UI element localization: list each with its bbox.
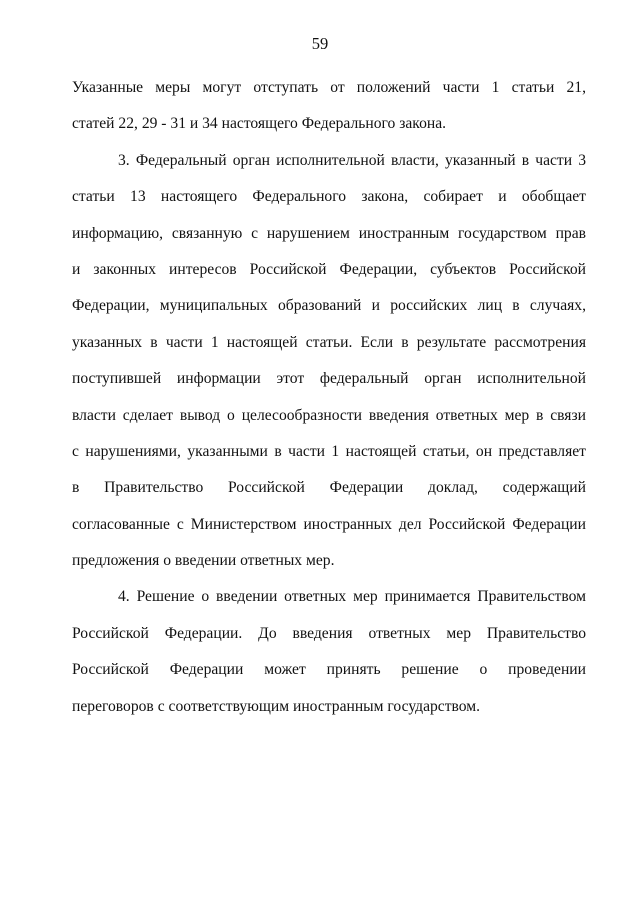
text-line: согласованные с Министерством иностранных дел Российской Федерации	[72, 515, 586, 533]
text-line: указанных в части 1 настоящей статьи. Если в результате рассмотрения	[72, 333, 586, 351]
text-line: с нарушениями, указанными в части 1 настоящей статьи, он представляет	[72, 442, 586, 460]
text-line: Федерации, муниципальных образований и российских лиц в случаях,	[72, 297, 586, 315]
text-line: в Правительство Российской Федерации доклад, содержащий	[72, 479, 586, 497]
text-line: Российской Федерации может принять решение о проведении	[72, 661, 586, 679]
text-line: поступившей информации этот федеральный орган исполнительной	[72, 370, 586, 388]
text-line: информацию, связанную с нарушением иностранным государством прав	[72, 224, 586, 242]
text-line: 4. Решение о введении ответных мер принимается Правительством	[118, 588, 586, 606]
text-line: статьи 13 настоящего Федерального закона, собирает и обобщает	[72, 188, 586, 206]
text-line: власти сделает вывод о целесообразности введения ответных мер в связи	[72, 406, 586, 424]
paragraph-clause-3	[72, 147, 586, 584]
page-number: 59	[311, 34, 329, 53]
paragraph-clause-4	[72, 583, 586, 729]
text-line: переговоров с соответствующим иностранным государством.	[72, 697, 481, 715]
paragraph-continuation	[72, 74, 586, 147]
text-line: предложения о введении ответных мер.	[72, 552, 335, 570]
text-line: Указанные меры могут отступать от положений части 1 статьи 21,	[72, 79, 586, 96]
text-line: Российской Федерации. До введения ответных мер Правительство	[72, 624, 586, 642]
text-line: 3. Федеральный орган исполнительной власти, указанный в части 3	[118, 151, 586, 169]
document-body	[72, 74, 586, 729]
text-line: и законных интересов Российской Федерации, субъектов Российской	[72, 260, 586, 278]
text-line: статей 22, 29 - 31 и 34 настоящего Федерального закона.	[72, 115, 447, 133]
